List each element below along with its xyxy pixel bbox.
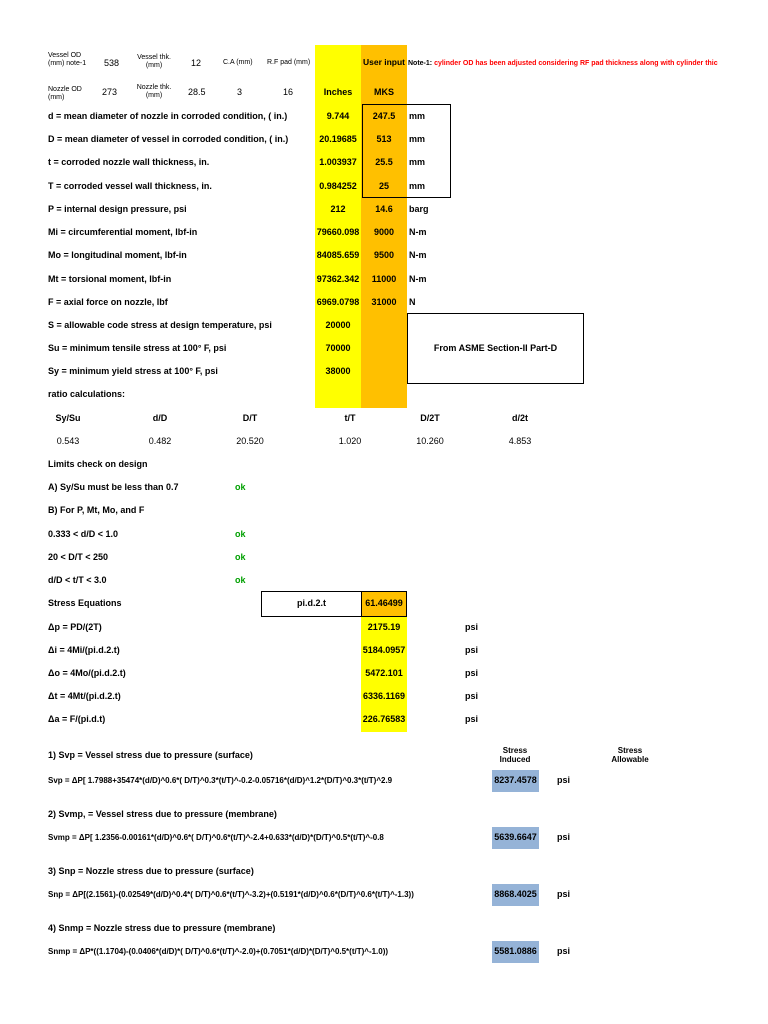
vessel-thk-label: Vessel thk. (mm) <box>137 54 171 69</box>
stress-eq-unit: psi <box>465 622 479 632</box>
param-mks-value[interactable]: 9000 <box>373 227 395 237</box>
stress-eq-label: Δo = 4Mo/(pi.d.2.t) <box>48 668 126 678</box>
ratio-value: 0.543 <box>56 436 80 446</box>
nozzle-thk-label: Nozzle thk. (mm) <box>136 84 172 99</box>
stress-unit: psi <box>557 946 571 956</box>
param-label: D = mean diameter of vessel in corroded condition, ( in.) <box>48 134 289 144</box>
stress-unit: psi <box>557 889 571 899</box>
limit-label: 20 < D/T < 250 <box>48 552 109 562</box>
ratio-header: d/D <box>152 413 168 423</box>
param-mks-value[interactable]: 14.6 <box>375 204 393 214</box>
vessel-od-label: Vessel OD (mm) note-1 <box>48 52 87 67</box>
vessel-od-value[interactable]: 538 <box>104 58 120 68</box>
ratio-header: Sy/Su <box>55 413 81 423</box>
param-unit: N-m <box>409 227 427 237</box>
note1-prefix: Note-1: <box>408 60 433 67</box>
stress-title: 4) Snmp = Nozzle stress due to pressure (membrane) <box>48 923 276 933</box>
param-inches-value[interactable]: 9.744 <box>326 111 350 121</box>
stress-title: 3) Snp = Nozzle stress due to pressure (surface) <box>48 866 254 876</box>
rf-pad-label: R.F pad (mm) <box>267 59 311 66</box>
param-inches-value[interactable]: 0.984252 <box>319 181 357 191</box>
inches-column-highlight-lower <box>315 355 361 408</box>
param-label: P = internal design pressure, psi <box>48 204 187 214</box>
param-label: Su = minimum tensile stress at 100° F, psi <box>48 343 227 353</box>
param-label: t = corroded nozzle wall thickness, in. <box>48 157 210 167</box>
param-unit: N <box>409 297 416 307</box>
param-inches-value[interactable]: 20000 <box>325 320 351 330</box>
stress-value: 5581.0886 <box>494 946 537 956</box>
param-mks-value[interactable]: 11000 <box>371 274 397 284</box>
nozzle-od-label: Nozzle OD (mm) <box>48 86 82 101</box>
ratio-value: 20.520 <box>236 436 264 446</box>
param-mks-value[interactable]: 25.5 <box>375 157 393 167</box>
stress-eq-value: 6336.1169 <box>362 691 406 701</box>
param-unit: barg <box>409 204 429 214</box>
limit-b-label: B) For P, Mt, Mo, and F <box>48 505 145 515</box>
ratio-value: 4.853 <box>508 436 532 446</box>
stress-title: 1) Svp = Vessel stress due to pressure (surface) <box>48 750 253 760</box>
param-unit: mm <box>409 134 426 144</box>
ca-value[interactable]: 3 <box>237 87 243 97</box>
param-inches-value[interactable]: 20.19685 <box>319 134 357 144</box>
param-label: Sy = minimum yield stress at 100° F, psi <box>48 366 218 376</box>
param-unit: mm <box>409 181 426 191</box>
param-inches-value[interactable]: 1.003937 <box>319 157 357 167</box>
param-inches-value[interactable]: 79660.098 <box>316 227 360 237</box>
stress-unit: psi <box>557 832 571 842</box>
param-label: S = allowable code stress at design temperature, psi <box>48 320 272 330</box>
note1 <box>408 59 718 68</box>
stress-eq-label: Δi = 4Mi/(pi.d.2.t) <box>48 645 120 655</box>
param-inches-value[interactable]: 212 <box>330 204 346 214</box>
param-inches-value[interactable]: 38000 <box>325 366 351 376</box>
limit-label: d/D < t/T < 3.0 <box>48 575 107 585</box>
stress-formula: Svp = ΔP[ 1.7988+35474*(d/D)^0.6*( D/T)^0.3*(t/T)^-0.2-0.05716*(d/D)^1.2*(D/T)^0.3*(t/T)^2.9 <box>48 776 393 785</box>
stress-eq-unit: psi <box>465 691 479 701</box>
param-label: T = corroded vessel wall thickness, in. <box>48 181 212 191</box>
stress-eq-value: 226.76583 <box>362 714 406 724</box>
stress-formula: Svmp = ΔP[ 1.2356-0.00161*(d/D)^0.6*( D/T)^0.6*(t/T)^-2.4+0.633*(d/D)*(D/T)^0.5*(t/T)^-0.8 <box>48 833 384 842</box>
stress-eq-label: Δa = F/(pi.d.t) <box>48 714 106 724</box>
stress-eq-unit: psi <box>465 645 479 655</box>
rf-pad-value[interactable]: 16 <box>283 87 294 97</box>
stress-eq-unit: psi <box>465 668 479 678</box>
asme-note: From ASME Section-II Part-D <box>433 343 558 353</box>
mks-header: MKS <box>374 87 394 97</box>
vessel-thk-value[interactable]: 12 <box>191 58 202 68</box>
nozzle-thk-value[interactable]: 28.5 <box>188 87 206 97</box>
param-label: F = axial force on nozzle, lbf <box>48 297 168 307</box>
param-mks-value[interactable]: 513 <box>376 134 392 144</box>
stress-eq-value: 2175.19 <box>367 622 401 632</box>
stress-eq-label: Δp = PD/(2T) <box>48 622 102 632</box>
limit-result: ok <box>235 575 246 585</box>
ratio-header: D/2T <box>420 413 440 423</box>
stress-value: 8868.4025 <box>494 889 537 899</box>
param-mks-value[interactable]: 31000 <box>371 297 397 307</box>
nozzle-od-value[interactable]: 273 <box>102 87 118 97</box>
stress-allowable-header: Stress Allowable <box>611 746 649 764</box>
limit-label: 0.333 < d/D < 1.0 <box>48 529 119 539</box>
stress-eq-value: 5472.101 <box>365 668 403 678</box>
user-input-label: User input <box>362 57 406 67</box>
stress-unit: psi <box>557 775 571 785</box>
param-unit: N-m <box>409 250 427 260</box>
stress-eq-label: Δt = 4Mt/(pi.d.2.t) <box>48 691 121 701</box>
stress-eq-unit: psi <box>465 714 479 724</box>
note1-text: cylinder OD has been adjusted considering RF pad thickness along with cylinder thic <box>434 60 718 67</box>
param-label: Mt = torsional moment, lbf-in <box>48 274 172 284</box>
stress-formula: Snp = ΔP[(2.1561)-(0.02549*(d/D)^0.4*( D/T)^0.6*(t/T)^-3.2)+(0.5191*(d/D)^0.6*(D/T)^0.6*(t/T)^-1.3)) <box>48 890 414 899</box>
param-label: Mi = circumferential moment, lbf-in <box>48 227 198 237</box>
param-label: d = mean diameter of nozzle in corroded condition, ( in.) <box>48 111 288 121</box>
ca-label: C.A (mm) <box>223 59 253 66</box>
param-inches-value[interactable]: 97362.342 <box>316 274 360 284</box>
limit-a-result: ok <box>235 482 246 492</box>
ratio-value: 10.260 <box>416 436 444 446</box>
pid-value: 61.46499 <box>365 598 403 608</box>
limit-a-label: A) Sy/Su must be less than 0.7 <box>48 482 179 492</box>
param-inches-value[interactable]: 6969.0798 <box>316 297 360 307</box>
param-unit: mm <box>409 157 426 167</box>
stress-eq-title: Stress Equations <box>48 598 122 608</box>
param-mks-value[interactable]: 25 <box>378 181 389 191</box>
limit-result: ok <box>235 529 246 539</box>
inches-header: Inches <box>323 87 353 97</box>
limits-title: Limits check on design <box>48 459 148 469</box>
ratio-value: 1.020 <box>338 436 362 446</box>
ratio-header: d/2t <box>511 413 528 423</box>
stress-formula: Snmp = ΔP*((1.1704)-(0.0406*(d/D)*( D/T)^0.6*(t/T)^-2.0)+(0.7051*(d/D)*(D/T)^0.5*(t/T)^-1.0)) <box>48 947 389 956</box>
stress-title: 2) Svmp, = Vessel stress due to pressure (membrane) <box>48 809 277 819</box>
stress-value: 8237.4578 <box>494 775 537 785</box>
ratio-title: ratio calculations: <box>48 389 126 399</box>
stress-induced-header: Stress Induced <box>499 746 531 764</box>
ratio-header: D/T <box>242 413 258 423</box>
param-unit: N-m <box>409 274 427 284</box>
param-inches-value[interactable]: 70000 <box>325 343 351 353</box>
ratio-value: 0.482 <box>148 436 172 446</box>
stress-value: 5639.6647 <box>494 832 537 842</box>
pid-label: pi.d.2.t <box>297 598 326 608</box>
param-inches-value[interactable]: 84085.659 <box>316 250 360 260</box>
param-mks-value[interactable]: 9500 <box>373 250 395 260</box>
stress-eq-value: 5184.0957 <box>362 645 406 655</box>
limit-result: ok <box>235 552 246 562</box>
ratio-header: t/T <box>344 413 356 423</box>
param-label: Mo = longitudinal moment, lbf-in <box>48 250 187 260</box>
param-mks-value[interactable]: 247.5 <box>372 111 396 121</box>
param-unit: mm <box>409 111 426 121</box>
